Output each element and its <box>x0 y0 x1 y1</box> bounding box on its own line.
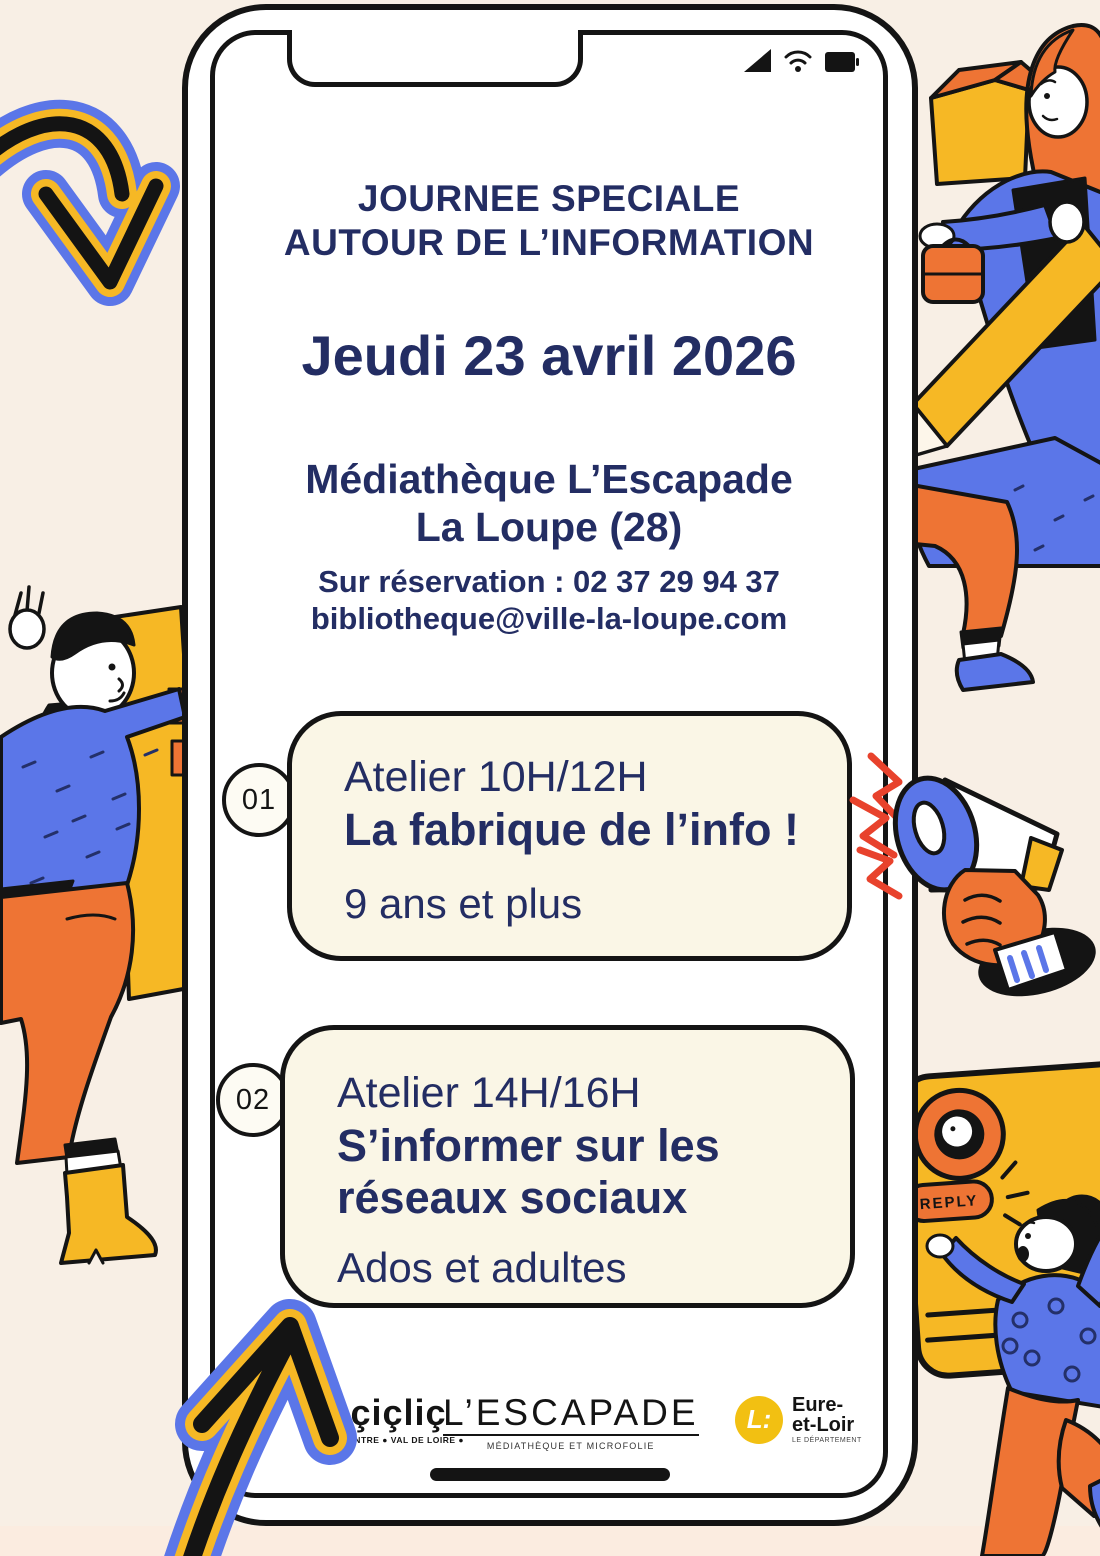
event-venue <box>215 455 883 551</box>
venue-line-2: La Loupe (28) <box>415 504 683 550</box>
workshop-2-number: 02 <box>216 1063 290 1137</box>
escapade-logo-name: L’ESCAPADE <box>443 1393 699 1436</box>
eure-et-loir-logo <box>735 1395 862 1444</box>
workshop-2-audience: Ados et adultes <box>337 1244 627 1291</box>
workshop-1-number: 01 <box>222 763 296 837</box>
reservation-email: bibliotheque@ville-la-loupe.com <box>310 601 788 636</box>
workshop-1-title: La fabrique de l’info ! <box>344 804 800 855</box>
eure-line-2: et-Loir <box>792 1414 855 1436</box>
woman-with-pencil-illustration <box>895 0 1100 720</box>
reservation-phone: Sur réservation : 02 37 29 94 37 <box>318 564 780 599</box>
signal-icon <box>744 49 771 72</box>
workshop-1-audience: 9 ans et plus <box>344 880 583 927</box>
escapade-logo-tagline: MÉDIATHÈQUE ET MICROFOLIE <box>486 1441 655 1451</box>
venue-line-1: Médiathèque L’Escapade <box>305 456 793 502</box>
wifi-icon <box>784 49 812 72</box>
reply-button-label: REPLY <box>919 1192 979 1214</box>
eure-et-loir-text <box>792 1395 862 1444</box>
event-date: Jeudi 23 avril 2026 <box>301 324 797 387</box>
ciclic-logo-name: çiçliç <box>350 1392 447 1433</box>
ciclic-logo-tagline: ● CENTRE ● VAL DE LOIRE ● <box>333 1435 465 1445</box>
home-indicator <box>430 1468 670 1481</box>
contact-block <box>215 563 883 637</box>
eure-tagline: LE DÉPARTEMENT <box>792 1437 862 1444</box>
phone-notch <box>287 30 583 87</box>
megaphone-hand-illustration <box>845 738 1100 1038</box>
status-bar <box>744 49 859 72</box>
curved-arrow-down-icon <box>0 86 192 346</box>
eure-et-loir-monogram-icon: L: <box>735 1396 783 1444</box>
title-line-2: AUTOUR DE L’INFORMATION <box>283 222 815 263</box>
workshop-2-card <box>280 1025 855 1308</box>
title-line-1: JOURNEE SPECIALE <box>357 178 741 219</box>
battery-icon <box>825 52 859 72</box>
escapade-logo <box>443 1393 699 1451</box>
workshop-2-time: Atelier 14H/16H <box>337 1069 641 1117</box>
page-title <box>215 177 883 265</box>
eure-line-1: Eure- <box>792 1394 844 1416</box>
curved-arrow-up-icon <box>138 1276 438 1556</box>
workshop-2-title: S’informer sur les réseaux sociaux <box>337 1120 720 1223</box>
woman-pushing-board-illustration <box>0 585 210 1275</box>
workshop-1-time: Atelier 10H/12H <box>344 753 648 801</box>
workshop-1-card <box>287 711 852 961</box>
